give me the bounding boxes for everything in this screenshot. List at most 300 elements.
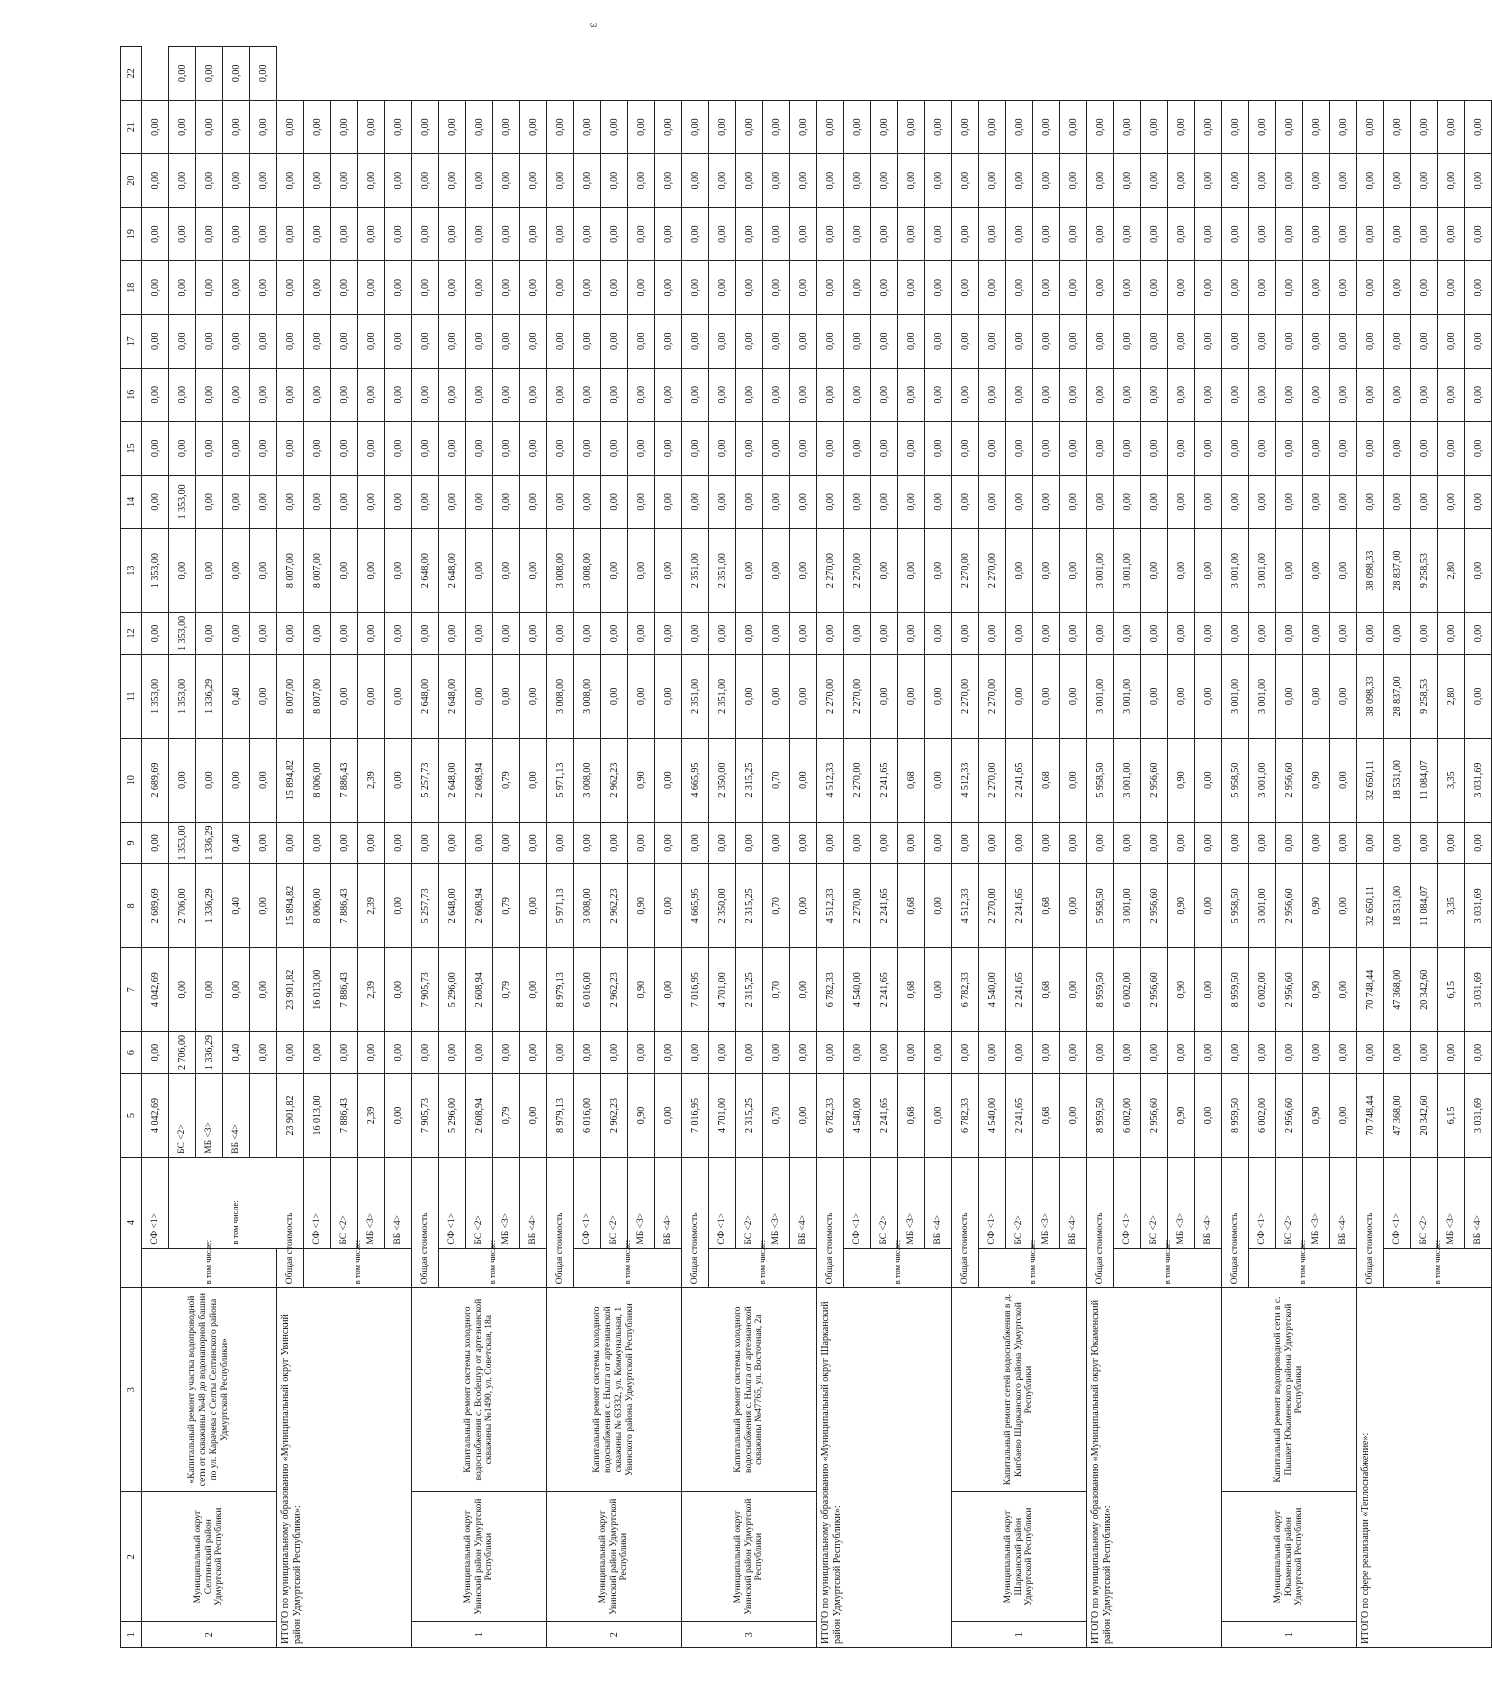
value-cell: 70 748,44 — [1357, 948, 1384, 1032]
value-cell: 0,79 — [493, 1074, 520, 1158]
row-label-cell: СФ <1> — [844, 1157, 871, 1248]
value-cell: 3 001,00 — [1249, 864, 1276, 948]
value-cell: 0,00 — [1060, 864, 1087, 948]
value-cell: 0,00 — [358, 261, 385, 315]
value-cell: 0,00 — [790, 475, 817, 529]
value-cell: 0,00 — [196, 207, 223, 261]
row-label-cell: ВБ <4> — [1195, 1157, 1222, 1248]
value-cell: 0,00 — [250, 261, 277, 315]
value-cell: 0,00 — [1330, 314, 1357, 368]
value-cell: 0,00 — [898, 612, 925, 654]
value-cell: 0,00 — [547, 422, 574, 476]
value-cell: 0,00 — [169, 738, 196, 822]
value-cell: 0,00 — [844, 207, 871, 261]
value-cell: 0,00 — [1060, 529, 1087, 613]
value-cell: 2 351,00 — [682, 654, 709, 738]
value-cell: 2 270,00 — [979, 529, 1006, 613]
value-cell: 0,00 — [1357, 154, 1384, 208]
value-cell: 2 270,00 — [844, 738, 871, 822]
value-cell: 0,00 — [1330, 261, 1357, 315]
value-cell: 0,00 — [1087, 100, 1114, 154]
value-cell: 0,00 — [547, 100, 574, 154]
value-cell: 0,00 — [709, 314, 736, 368]
value-cell: 0,00 — [1033, 529, 1060, 613]
value-cell: 0,00 — [709, 475, 736, 529]
value-cell: 0,90 — [628, 738, 655, 822]
value-cell: 2 956,60 — [1141, 738, 1168, 822]
value-cell: 0,00 — [898, 1032, 925, 1074]
value-cell: 0,00 — [223, 207, 250, 261]
row-label-cell: Общая стоимость — [412, 1157, 439, 1287]
value-cell: 0,00 — [1276, 261, 1303, 315]
row-label-cell — [250, 1074, 277, 1158]
row-label-cell: МБ <3> — [1303, 1157, 1330, 1248]
value-cell: 0,00 — [844, 612, 871, 654]
value-cell: 2 962,23 — [601, 738, 628, 822]
value-cell: 0,00 — [1303, 314, 1330, 368]
value-cell: 0,00 — [1438, 207, 1465, 261]
value-cell: 0,00 — [763, 154, 790, 208]
column-number-cell: 8 — [121, 864, 142, 948]
value-cell: 0,00 — [871, 154, 898, 208]
value-cell: 0,40 — [223, 1032, 250, 1074]
municipality-cell: Муниципальный округ Селтинский район Удмуртской Республики — [142, 1491, 277, 1621]
value-cell: 0,00 — [1006, 529, 1033, 613]
value-cell: 0,00 — [655, 738, 682, 822]
value-cell: 0,00 — [1303, 100, 1330, 154]
value-cell: 0,00 — [358, 207, 385, 261]
value-cell: 20 342,60 — [1411, 1074, 1438, 1158]
value-cell: 0,00 — [196, 612, 223, 654]
value-cell: 0,00 — [1195, 1074, 1222, 1158]
value-cell: 0,00 — [385, 864, 412, 948]
column-number-cell: 12 — [121, 612, 142, 654]
value-cell: 0,00 — [1276, 368, 1303, 422]
value-cell: 0,00 — [817, 475, 844, 529]
in-that-number-cell: в том числе: — [304, 1248, 412, 1288]
value-cell: 0,00 — [817, 422, 844, 476]
row-number-cell: 3 — [682, 1622, 817, 1648]
column-number-cell: 11 — [121, 654, 142, 738]
value-cell: 5 971,13 — [547, 864, 574, 948]
in-that-number-cell: в том числе: — [844, 1248, 952, 1288]
value-cell: 3 008,00 — [574, 864, 601, 948]
value-cell: 0,00 — [520, 1032, 547, 1074]
row-label-cell: Общая стоимость — [952, 1157, 979, 1287]
column-number-cell: 7 — [121, 948, 142, 1032]
value-cell: 0,00 — [1303, 154, 1330, 208]
value-cell: 0,00 — [466, 612, 493, 654]
value-cell: 0,00 — [385, 475, 412, 529]
value-cell: 0,00 — [1168, 314, 1195, 368]
value-cell: 0,00 — [466, 368, 493, 422]
value-cell: 2 270,00 — [952, 654, 979, 738]
value-cell: 0,00 — [1006, 368, 1033, 422]
value-cell: 0,00 — [1060, 654, 1087, 738]
value-cell: 0,00 — [1195, 314, 1222, 368]
value-cell: 0,00 — [439, 314, 466, 368]
value-cell: 1 353,00 — [169, 822, 196, 864]
value-cell: 0,70 — [763, 864, 790, 948]
value-cell: 0,00 — [925, 261, 952, 315]
value-cell: 0,68 — [1033, 864, 1060, 948]
value-cell: 0,00 — [1087, 154, 1114, 208]
value-cell: 0,00 — [385, 422, 412, 476]
value-cell: 2 270,00 — [979, 864, 1006, 948]
row-number-cell: 2 — [142, 1622, 277, 1648]
column-number-cell: 15 — [121, 422, 142, 476]
value-cell: 0,00 — [547, 368, 574, 422]
value-cell: 0,00 — [142, 822, 169, 864]
value-cell: 0,40 — [223, 864, 250, 948]
value-cell: 0,00 — [1330, 1074, 1357, 1158]
value-cell: 0,00 — [574, 100, 601, 154]
value-cell: 4 701,00 — [709, 1074, 736, 1158]
value-cell: 6,15 — [1438, 1074, 1465, 1158]
value-cell: 0,00 — [979, 475, 1006, 529]
value-cell: 0,00 — [763, 475, 790, 529]
value-cell: 2 956,60 — [1141, 948, 1168, 1032]
value-cell: 2 241,65 — [1006, 948, 1033, 1032]
row-label-cell: ВБ <4> — [223, 1074, 250, 1158]
value-cell: 0,00 — [520, 314, 547, 368]
value-cell: 0,00 — [1060, 612, 1087, 654]
value-cell: 8 979,13 — [547, 1074, 574, 1158]
value-cell: 0,00 — [1060, 1074, 1087, 1158]
value-cell: 7 905,73 — [412, 1074, 439, 1158]
value-cell: 0,00 — [142, 207, 169, 261]
value-cell: 0,00 — [763, 207, 790, 261]
value-cell: 5 958,50 — [1087, 864, 1114, 948]
row-number-cell: 2 — [547, 1622, 682, 1648]
value-cell: 0,00 — [1438, 154, 1465, 208]
value-cell: 0,00 — [601, 100, 628, 154]
value-cell: 0,00 — [1033, 154, 1060, 208]
value-cell: 0,00 — [898, 368, 925, 422]
value-cell: 0,00 — [601, 261, 628, 315]
value-cell: 0,00 — [331, 654, 358, 738]
value-cell: 0,00 — [1168, 529, 1195, 613]
value-cell: 0,00 — [1330, 154, 1357, 208]
value-cell: 0,00 — [142, 368, 169, 422]
value-cell: 0,00 — [196, 948, 223, 1032]
value-cell: 47 368,00 — [1384, 948, 1411, 1032]
value-cell: 0,00 — [628, 1032, 655, 1074]
value-cell: 4 512,33 — [952, 864, 979, 948]
project-description-cell: Капитальный ремонт системы холодного водоснабжения с. Нылга от артезианской скважины №47765, ул. Восточная, 2а — [682, 1288, 817, 1492]
value-cell: 3 001,00 — [1222, 654, 1249, 738]
value-cell: 0,00 — [493, 422, 520, 476]
value-cell: 0,00 — [1276, 475, 1303, 529]
value-cell: 0,00 — [1114, 475, 1141, 529]
value-cell: 5 971,13 — [547, 738, 574, 822]
value-cell: 0,00 — [871, 207, 898, 261]
value-cell: 0,00 — [358, 314, 385, 368]
value-cell: 0,00 — [1465, 422, 1492, 476]
value-cell: 0,00 — [493, 154, 520, 208]
table-row — [1087, 47, 1114, 1648]
value-cell: 0,00 — [763, 822, 790, 864]
value-cell: 0,00 — [223, 475, 250, 529]
value-cell: 0,00 — [952, 154, 979, 208]
value-cell: 0,00 — [1006, 654, 1033, 738]
value-cell: 0,00 — [466, 654, 493, 738]
value-cell: 0,00 — [898, 100, 925, 154]
value-cell: 0,00 — [358, 612, 385, 654]
value-cell: 0,00 — [1195, 475, 1222, 529]
value-cell: 0,00 — [1465, 529, 1492, 613]
value-cell: 2 608,94 — [466, 738, 493, 822]
value-cell: 8 006,00 — [304, 864, 331, 948]
column-number-cell: 5 — [121, 1074, 142, 1158]
value-cell: 2 648,00 — [439, 864, 466, 948]
value-cell: 0,00 — [601, 1032, 628, 1074]
value-cell: 0,00 — [304, 154, 331, 208]
value-cell: 0,00 — [601, 475, 628, 529]
value-cell: 0,00 — [1114, 154, 1141, 208]
value-cell: 0,00 — [1033, 100, 1060, 154]
value-cell: 0,00 — [1168, 261, 1195, 315]
value-cell: 0,00 — [1303, 422, 1330, 476]
value-cell: 0,00 — [898, 422, 925, 476]
value-cell: 0,00 — [817, 612, 844, 654]
value-cell: 0,00 — [844, 422, 871, 476]
value-cell: 1 336,29 — [196, 864, 223, 948]
value-cell: 18 531,00 — [1384, 738, 1411, 822]
value-cell: 0,90 — [1168, 1074, 1195, 1158]
group-total-title-cell: ИТОГО по муниципальному образованию «Муниципальный округ Увинский район Удмуртской Республики»: — [277, 1288, 412, 1648]
value-cell: 0,00 — [736, 314, 763, 368]
value-cell: 0,00 — [1465, 100, 1492, 154]
value-cell: 3 008,00 — [547, 654, 574, 738]
value-cell: 0,00 — [412, 314, 439, 368]
value-cell: 0,00 — [1384, 422, 1411, 476]
value-cell: 2 270,00 — [952, 529, 979, 613]
value-cell: 0,00 — [277, 314, 304, 368]
value-cell: 0,00 — [736, 475, 763, 529]
value-cell: 0,00 — [1033, 654, 1060, 738]
row-label-cell: ВБ <4> — [1465, 1157, 1492, 1248]
row-label-cell: БС <2> — [601, 1157, 628, 1248]
value-cell: 38 098,33 — [1357, 654, 1384, 738]
value-cell: 2 241,65 — [871, 864, 898, 948]
value-cell: 2 956,60 — [1276, 738, 1303, 822]
value-cell: 0,00 — [223, 529, 250, 613]
value-cell: 0,00 — [385, 529, 412, 613]
value-cell: 0,00 — [169, 948, 196, 1032]
row-label-cell: БС <2> — [1141, 1157, 1168, 1248]
value-cell: 3 008,00 — [574, 529, 601, 613]
value-cell: 2 241,65 — [871, 738, 898, 822]
value-cell: 2,39 — [358, 948, 385, 1032]
value-cell: 0,00 — [925, 422, 952, 476]
value-cell: 0,00 — [277, 475, 304, 529]
value-cell: 3 001,00 — [1114, 864, 1141, 948]
value-cell: 0,00 — [1168, 654, 1195, 738]
value-cell: 2 315,25 — [736, 948, 763, 1032]
value-cell: 0,00 — [682, 207, 709, 261]
value-cell: 0,00 — [1465, 654, 1492, 738]
value-cell: 0,00 — [1222, 261, 1249, 315]
value-cell: 0,00 — [736, 261, 763, 315]
value-cell: 0,00 — [1168, 612, 1195, 654]
value-cell: 0,00 — [250, 154, 277, 208]
value-cell: 0,00 — [1168, 207, 1195, 261]
value-cell: 0,00 — [1249, 100, 1276, 154]
value-cell: 8 959,50 — [1222, 1074, 1249, 1158]
value-cell: 0,00 — [763, 368, 790, 422]
value-cell: 4 540,00 — [979, 948, 1006, 1032]
value-cell: 0,00 — [1222, 154, 1249, 208]
value-cell: 0,00 — [1222, 100, 1249, 154]
value-cell: 0,00 — [790, 864, 817, 948]
value-cell: 0,00 — [1411, 822, 1438, 864]
value-cell: 0,00 — [1438, 1032, 1465, 1074]
value-cell: 0,00 — [925, 612, 952, 654]
value-cell: 7 886,43 — [331, 948, 358, 1032]
value-cell: 5 958,50 — [1222, 738, 1249, 822]
value-cell: 0,00 — [1114, 368, 1141, 422]
value-cell: 2 241,65 — [1006, 864, 1033, 948]
value-cell: 0,00 — [925, 154, 952, 208]
value-cell: 23 901,82 — [277, 1074, 304, 1158]
value-cell: 0,00 — [385, 368, 412, 422]
row-label-cell: Общая стоимость — [1087, 1157, 1114, 1287]
value-cell: 15 894,82 — [277, 738, 304, 822]
value-cell: 0,00 — [871, 822, 898, 864]
value-cell: 5 257,73 — [412, 864, 439, 948]
row-label-cell: СФ <1> — [439, 1157, 466, 1248]
value-cell: 0,00 — [1087, 207, 1114, 261]
value-cell: 0,00 — [169, 422, 196, 476]
value-cell: 0,00 — [1114, 261, 1141, 315]
value-cell: 7 016,95 — [682, 1074, 709, 1158]
value-cell: 0,00 — [331, 314, 358, 368]
value-cell: 4 512,33 — [817, 864, 844, 948]
value-cell: 0,00 — [1006, 154, 1033, 208]
value-cell: 0,00 — [655, 422, 682, 476]
table-row — [817, 47, 844, 1648]
value-cell: 3 031,69 — [1465, 1074, 1492, 1158]
in-that-number-cell: в том числе: — [169, 1157, 304, 1248]
value-cell: 0,00 — [628, 654, 655, 738]
row-label-cell: МБ <3> — [628, 1157, 655, 1248]
municipality-cell: Муниципальный округ Увинский район Удмуртской Республики — [412, 1491, 547, 1621]
in-that-number-cell: в том числе: — [709, 1248, 817, 1288]
column-number-cell: 22 — [121, 47, 142, 101]
value-cell: 0,00 — [385, 738, 412, 822]
value-cell: 0,00 — [520, 207, 547, 261]
value-cell: 0,00 — [1357, 314, 1384, 368]
value-cell: 0,00 — [1033, 475, 1060, 529]
value-cell: 0,00 — [898, 654, 925, 738]
value-cell: 0,00 — [1384, 207, 1411, 261]
value-cell: 0,00 — [304, 422, 331, 476]
value-cell: 0,00 — [979, 822, 1006, 864]
value-cell: 4 701,00 — [709, 948, 736, 1032]
value-cell: 0,00 — [520, 822, 547, 864]
value-cell: 0,00 — [1384, 822, 1411, 864]
column-number-cell: 16 — [121, 368, 142, 422]
value-cell: 0,00 — [142, 100, 169, 154]
value-cell: 2 270,00 — [817, 529, 844, 613]
value-cell: 0,00 — [1141, 612, 1168, 654]
value-cell: 2 689,69 — [142, 864, 169, 948]
value-cell: 0,00 — [1114, 207, 1141, 261]
value-cell: 0,00 — [466, 154, 493, 208]
value-cell: 0,00 — [1141, 261, 1168, 315]
value-cell: 0,00 — [574, 422, 601, 476]
table-row — [277, 47, 304, 1648]
value-cell: 3,35 — [1438, 738, 1465, 822]
value-cell: 0,00 — [763, 1032, 790, 1074]
value-cell: 18 531,00 — [1384, 864, 1411, 948]
value-cell: 0,00 — [358, 529, 385, 613]
value-cell: 0,00 — [763, 654, 790, 738]
value-cell: 0,00 — [277, 261, 304, 315]
column-number-cell: 20 — [121, 154, 142, 208]
value-cell: 0,00 — [1006, 475, 1033, 529]
value-cell: 0,00 — [952, 261, 979, 315]
value-cell: 3 001,00 — [1087, 529, 1114, 613]
value-cell: 0,00 — [1222, 422, 1249, 476]
in-that-number-cell: в том числе: — [574, 1248, 682, 1288]
in-that-number-cell: в том числе: — [979, 1248, 1087, 1288]
value-cell: 0,00 — [1006, 261, 1033, 315]
value-cell: 0,00 — [412, 1032, 439, 1074]
value-cell: 3 001,00 — [1087, 654, 1114, 738]
value-cell: 0,00 — [736, 1032, 763, 1074]
value-cell: 0,00 — [169, 368, 196, 422]
row-label-cell: СФ <1> — [304, 1157, 331, 1248]
value-cell: 0,00 — [871, 261, 898, 315]
value-cell: 0,68 — [898, 864, 925, 948]
value-cell: 0,00 — [817, 1032, 844, 1074]
value-cell: 0,00 — [1141, 1032, 1168, 1074]
value-cell: 0,00 — [1384, 154, 1411, 208]
value-cell: 0,00 — [520, 154, 547, 208]
value-cell: 0,00 — [682, 422, 709, 476]
value-cell: 0,00 — [250, 654, 277, 738]
value-cell: 0,00 — [1303, 368, 1330, 422]
value-cell: 0,00 — [250, 475, 277, 529]
value-cell: 0,00 — [439, 822, 466, 864]
value-cell: 0,00 — [466, 100, 493, 154]
value-cell: 0,00 — [331, 100, 358, 154]
value-cell: 0,00 — [1384, 368, 1411, 422]
value-cell: 0,00 — [1411, 154, 1438, 208]
value-cell: 2 956,60 — [1276, 948, 1303, 1032]
value-cell: 8 006,00 — [304, 738, 331, 822]
value-cell: 0,00 — [655, 948, 682, 1032]
value-cell: 0,00 — [412, 612, 439, 654]
value-cell: 0,00 — [655, 1074, 682, 1158]
value-cell: 47 368,00 — [1384, 1074, 1411, 1158]
value-cell: 0,00 — [385, 654, 412, 738]
value-cell: 0,00 — [709, 1032, 736, 1074]
value-cell: 0,00 — [1006, 207, 1033, 261]
value-cell: 0,00 — [1168, 1032, 1195, 1074]
value-cell: 0,00 — [1006, 314, 1033, 368]
project-description-cell: Капитальный ремонт системы холодного водоснабжения с. Нылга от артезианской скважины № 63332, ул. Коммунальная, 1 Увинского района Удмуртской Республики — [547, 1288, 682, 1492]
value-cell: 0,00 — [1141, 529, 1168, 613]
value-cell: 0,00 — [277, 368, 304, 422]
value-cell: 0,00 — [1195, 154, 1222, 208]
value-cell: 0,00 — [790, 738, 817, 822]
value-cell: 0,00 — [952, 422, 979, 476]
value-cell: 0,00 — [304, 822, 331, 864]
value-cell: 8 959,50 — [1222, 948, 1249, 1032]
